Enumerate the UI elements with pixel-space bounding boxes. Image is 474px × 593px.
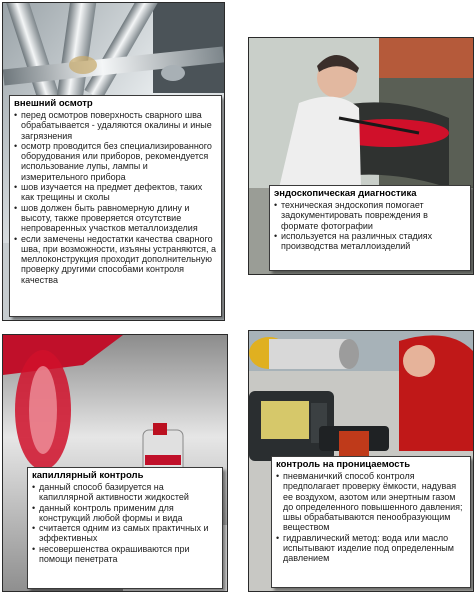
list-item: • если замечены недостатки качества сварного шва, при возможности, изъяны устраняются, а меллоконструкция проходит дополнительную проверку другими способами контроля качества xyxy=(14,234,217,285)
list-item: • несовершенства окрашиваются при помощи пенетрата xyxy=(32,544,218,565)
list-item: • шов изучается на предмет дефектов, таких как трещины и сколы xyxy=(14,182,217,203)
panel-endoscopic-diagnostics xyxy=(248,37,474,275)
bullet-list xyxy=(32,482,218,564)
list-item: • пневманичкий способ контроля предполагает проверку ёмкости, надувая ее воздухом, азотом или энертным газом до определенного повышенного давления; швы обрабатываются пенообразующим веществом xyxy=(276,471,466,533)
capillary-inspection-callout xyxy=(27,467,223,589)
list-item: • шов должен быть равномерную длину и высоту, также проверяется отсутствие непроваренных участков металлоизделия xyxy=(14,203,217,234)
list-item: • данный контроль применим для конструкций любой формы и вида xyxy=(32,503,218,524)
bullet-list xyxy=(274,200,466,251)
panel-visual-inspection xyxy=(2,2,225,321)
list-item: • осмотр проводится без специализированного оборудования или приборов, рекомендуется использование лупы, лампы и измерительного прибора xyxy=(14,141,217,182)
list-item: • техническая эндоскопия помогает задокументировать повреждения в формате фотографии xyxy=(274,200,466,231)
section-title: контроль на проницаемость xyxy=(276,459,411,470)
section-title: внешний осмотр xyxy=(14,98,93,109)
panel-capillary-inspection xyxy=(2,334,228,592)
list-item: • считается одним из самых практичных и эффективных xyxy=(32,523,218,544)
panel-leak-testing xyxy=(248,330,474,592)
list-item: • перед осмотров поверхность сварного шва обрабатывается - удаляются окалины и иные загрязнения xyxy=(14,110,217,141)
section-title: капиллярный контроль xyxy=(32,470,144,481)
leak-testing-callout xyxy=(271,456,471,588)
visual-inspection-callout xyxy=(9,95,222,317)
section-title: эндоскопическая диагностика xyxy=(274,188,417,199)
bullet-list xyxy=(276,471,466,564)
endoscopic-diagnostics-callout xyxy=(269,185,471,271)
list-item: • гидравлический метод: вода или масло испытывают изделие под определенным давлением xyxy=(276,533,466,564)
bullet-list xyxy=(14,110,217,285)
list-item: • данный способ базируется на капиллярной активности жидкостей xyxy=(32,482,218,503)
list-item: • используется на различных стадиях производства металлоизделий xyxy=(274,231,466,252)
